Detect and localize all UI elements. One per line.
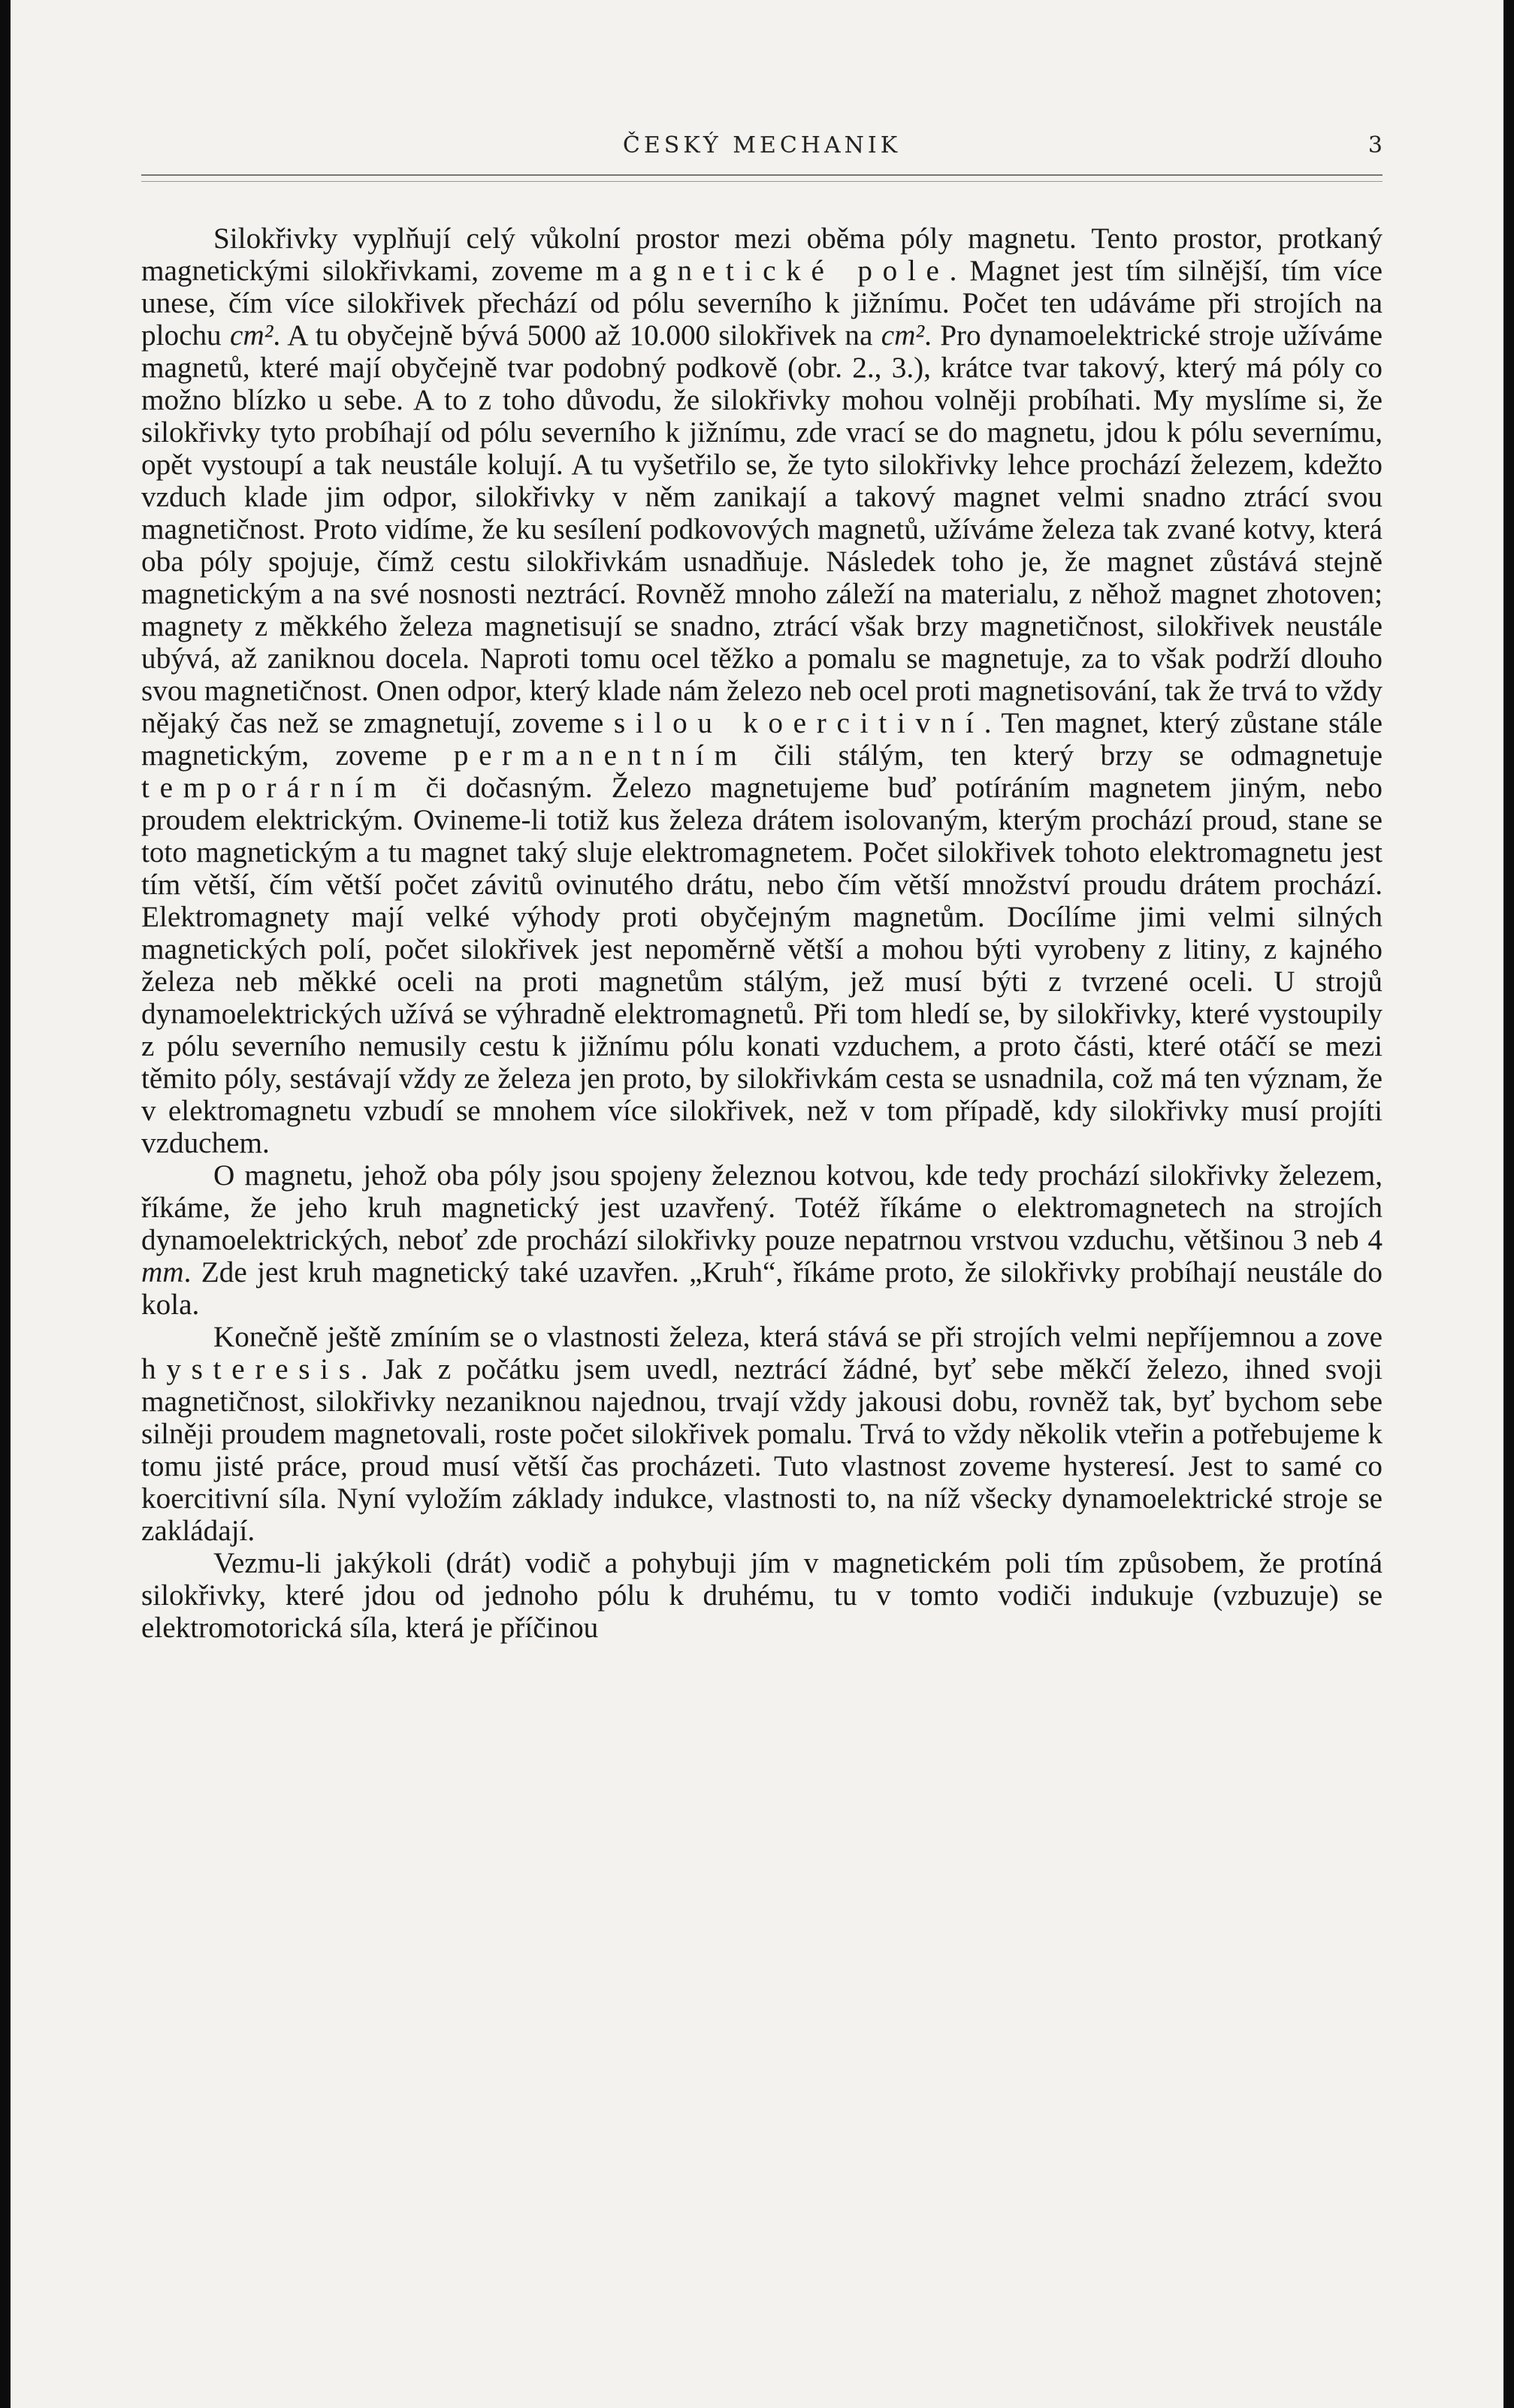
text-run: Vezmu-li jakýkoli (drát) vodič a pohybuji jím v magnetickém poli tím způsobem, že protíná silokřivky, které jdou od jednoho pólu k druhému, tu v tomto vodiči indukuje (vzbuzuje) se elektromotorická síla, která je příčinou: [141, 1547, 1383, 1644]
text-run: . Pro dynamoelektrické stroje užíváme magnetů, které mají obyčejně tvar podobný podkově (obr. 2., 3.), krátce tvar takový, který má póly co možno blízko u sebe. A to z toho důvodu, že silokřivky mohou volněji probíhati. My myslíme si, že silokřivky tyto probíhají od pólu severního k jižnímu, zde vrací se do magnetu, jdou k pólu severnímu, opět vystoupí a tak neustále kolují. A tu vyšetřilo se, že tyto silokřivky lehce prochází železem, kdežto vzduch klade jim odpor, silokřivky v něm zanikají a takový magnet velmi snadno ztrácí svou magnetičnost. Proto vidíme, že ku sesílení podkovových magnetů, užíváme železa tak zvané kotvy, která oba póly spojuje, čímž cestu silokřivkám usnadňuje. Následek toho je, že magnet zůstává stejně magnetickým a na své nosnosti neztrácí. Rovněž mnoho záleží na materialu, z něhož magnet zhotoven; magnety z měkkého železa magnetisují se snadno, ztrácí však brzy magnetičnost, silokřivek neustále ubývá, až zaniknou docela. Naproti tomu ocel těžko a pomalu se magnetuje, za to však podrží dlouho svou magnetičnost. Onen odpor, který klade nám železo neb ocel proti magnetisování, tak že trvá to vždy nějaký čas než se zmagnetují, zoveme: [141, 319, 1383, 739]
unit: cm²: [229, 319, 273, 352]
page: [11, 0, 1503, 2408]
journal-title: ČESKÝ MECHANIK: [622, 132, 902, 159]
text-run: . Magnet jest tím silnější, tím více unese, čím více silokřivek přechází od pólu severního k jižnímu. Počet ten udáváme při strojích na plochu: [141, 255, 1383, 352]
paragraph-3: [141, 1321, 1383, 1547]
spaced-term: temporárním: [141, 772, 407, 804]
text-run: . Ten magnet, který zůstane stále magnetickým, zoveme: [141, 707, 1383, 772]
text-run: či dočasným. Železo magnetujeme buď potíráním magnetem jiným, nebo proudem elektrickým. Ovineme-li totiž kus železa drátem isolovaným, kterým prochází proud, stane se toto magnetickým a tu magnet taký sluje elektromagnetem. Počet silokřivek tohoto elektromagnetu jest tím větší, čím větší počet závitů ovinutého drátu, nebo čím větší množství proudu drátem prochází. Elektromagnety mají velké výhody proti obyčejným magnetům. Docílíme jimi velmi silných magnetických polí, počet silokřivek jest nepoměrně větší a mohou býti vyrobeny z litiny, z kajného železa neb měkké oceli na proti magnetům stálým, jež musí býti z tvrzené oceli. U strojů dynamoelektrických užívá se výhradně elektromagnetů. Při tom hledí se, by silokřivky, které vystoupily z pólu severního nemusily cestu k jižnímu pólu konati vzduchem, a proto části, které otáčí se mezi těmito póly, sestávají vždy ze železa jen proto, by silokřivkám cesta se usnadnila, což má ten význam, že v elektromagnetu vzbudí se mnohem více silokřivek, než v tom případě, kdy silokřivky musí projíti vzduchem.: [141, 772, 1383, 1159]
paragraph-1: [141, 222, 1383, 1159]
running-header: [141, 132, 1383, 162]
text-run: . Zde jest kruh magnetický také uzavřen. „Kruh“, říkáme proto, že silokřivky probíhají neustále do kola.: [141, 1256, 1383, 1321]
header-rule-thin: [141, 181, 1383, 182]
header-rule: [141, 174, 1383, 176]
article-body: [141, 222, 1383, 1644]
spaced-term: permanentním: [453, 739, 748, 772]
spaced-term: silou koercitivní: [613, 707, 984, 739]
page-number: 3: [1367, 132, 1383, 159]
paragraph-2: [141, 1159, 1383, 1321]
spaced-term: magnetické pole: [595, 255, 950, 287]
text-run: čili stálým, ten který brzy se odmagnetuje: [747, 739, 1383, 772]
paragraph-4: [141, 1547, 1383, 1644]
spaced-term: hysteresis: [141, 1353, 361, 1385]
text-run: Silokřivky vyplňují celý vůkolní prostor mezi oběma póly magnetu. Tento prostor, protkaný magnetickými silokřivkami, zoveme: [141, 222, 1383, 287]
text-run: . Jak z počátku jsem uvedl, neztrácí žádné, byť sebe měkčí železo, ihned svoji magnetičnost, silokřivky nezaniknou najednou, trvají vždy jakousi dobu, rovněž tak, byť bychom sebe silněji proudem magnetovali, roste počet silokřivek pomalu. Trvá to vždy několik vteřin a potřebujeme k tomu jisté práce, proud musí větší čas procházeti. Tuto vlastnost zoveme hysteresí. Jest to samé co koercitivní síla. Nyní vyložím základy indukce, vlastnosti to, na níž všecky dynamoelektrické stroje se zakládají.: [141, 1353, 1383, 1547]
text-run: Konečně ještě zmíním se o vlastnosti železa, která stává se při strojích velmi nepříjemnou a zove: [213, 1321, 1383, 1353]
text-run: O magnetu, jehož oba póly jsou spojeny železnou kotvou, kde tedy prochází silokřivky železem, říkáme, že jeho kruh magnetický jest uzavřený. Totéž říkáme o elektromagnetech na strojích dynamoelektrických, neboť zde prochází silokřivky pouze nepatrnou vrstvou vzduchu, většinou 3 neb 4: [141, 1159, 1383, 1256]
unit: mm: [141, 1256, 184, 1289]
text-run: . A tu obyčejně bývá 5000 až 10.000 silokřivek na: [273, 319, 881, 352]
unit: cm²: [881, 319, 925, 352]
